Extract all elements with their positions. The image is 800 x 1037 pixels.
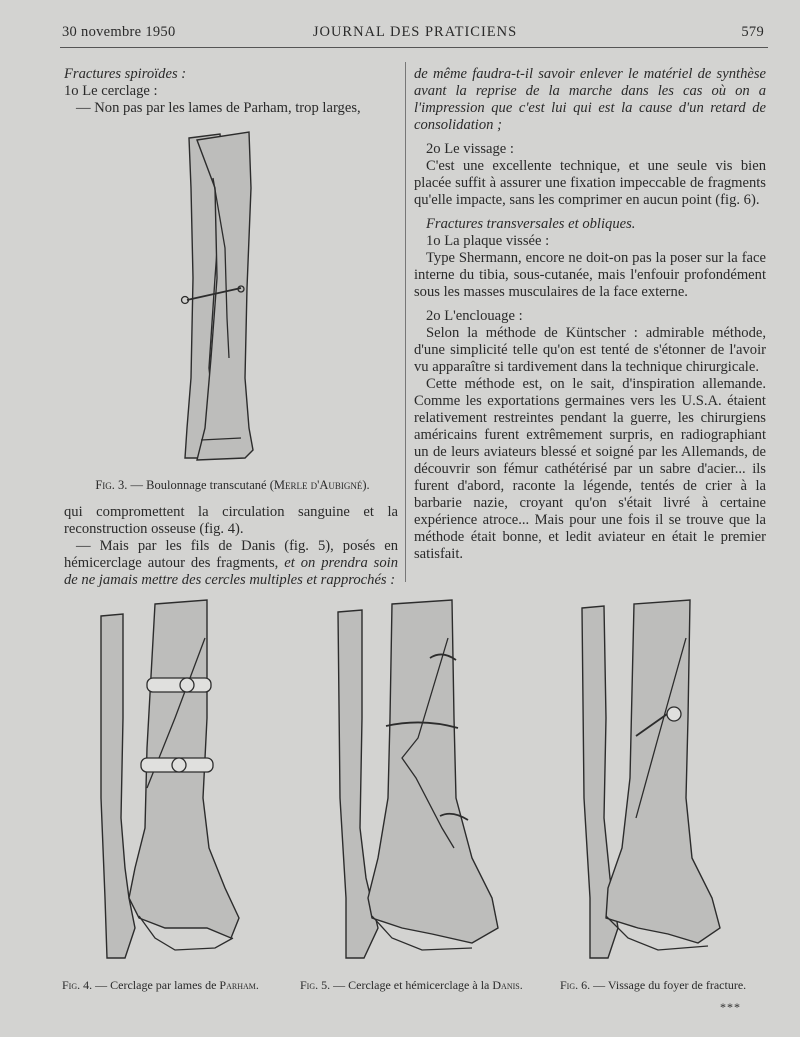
fig6-caption-title: Vissage du foyer de fracture. — [607, 978, 747, 992]
fig3-caption-title: Boulonnage transcutané — [146, 478, 267, 492]
page-header — [62, 24, 768, 46]
header-rule — [60, 47, 768, 48]
circulation-text: qui compromettent la circulation sanguine et la reconstruction osseuse (fig. 4). — [64, 504, 398, 537]
fig4-parham-band-upper — [147, 678, 211, 692]
right-column — [414, 66, 766, 563]
fig4-caption — [62, 978, 259, 993]
fig6-caption — [560, 978, 746, 993]
header-journal-title: JOURNAL DES PRATICIENS — [312, 24, 518, 40]
fig3-caption — [60, 478, 405, 493]
fig6-tibia-bone — [606, 600, 720, 943]
kuntscher-story-text: Cette méthode est, on le sait, d'inspiration allemande. Comme les exportations germaines vers les U.S.A. étaient relativement restreintes pendant la guerre, les chirurgiens américains furent extrêmement surpris, en radiographiant un de leurs aviateurs blessé et soigné par les Allemands, de découvrir son fémur cathétérisé par un sabre d'acier... ils furent d'abord, raconte la légende, tentés de crier à la barbarie nazie, croyant qu'on s'était livré à certaine expérience atroce... Mais pour une fois il se trouve que la méthode était bonne, et ledit aviateur en était le premier satisfait. — [414, 376, 766, 562]
column-divider — [405, 62, 406, 582]
enclouage-text: Selon la méthode de Küntscher : admirable méthode, d'une simplicité telle qu'on est tenté de s'étonner de l'avoir vu apparaître si tardivement dans la technique chirurgicale. — [414, 325, 766, 375]
synthesis-material-text: de même faudra-t-il savoir enlever le matériel de synthèse avant la reprise de la marche dans les cas où on a l'impression que c'est lui qui est la cause d'un retard de consolidation ; — [414, 66, 766, 133]
left-column-top — [64, 66, 398, 117]
figure-6-illustration — [578, 598, 728, 968]
fig4-caption-name: Parham. — [219, 978, 259, 992]
danis-text-roman: — Mais par les fils de Danis (fig. 5), posés en hémicerclage autour des fragments, — [64, 538, 398, 571]
item-enclouage: 2o L'enclouage : — [426, 308, 523, 324]
vissage-text: C'est une excellente technique, et une seule vis bien placée suffit à assurer une fixation impeccable de fragments qu'elle impacte, sans les comprimer en aucun point (fig. 6). — [414, 158, 766, 208]
fig4-caption-title: Cerclage par lames de — [110, 978, 217, 992]
item-cerclage: 1o Le cerclage : — [64, 83, 158, 99]
fig6-caption-prefix: Fig. 6. — — [560, 978, 606, 992]
item-vissage: 2o Le vissage : — [426, 141, 514, 157]
left-column-bottom — [64, 504, 398, 589]
fig5-caption-title: Cerclage et hémicerclage à la — [348, 978, 490, 992]
fig4-fibula-bone — [101, 614, 135, 958]
fig4-band-clasp-lower — [172, 758, 186, 772]
figure-5-illustration — [332, 598, 507, 968]
heading-spiroid: Fractures spiroïdes : — [64, 66, 187, 82]
parham-text: — Non pas par les lames de Parham, trop larges, — [76, 100, 361, 116]
fig4-caption-prefix: Fig. 4. — — [62, 978, 108, 992]
danis-text-italic: et on prendra soin de ne jamais mettre des cercles multiples et rapprochés : — [64, 555, 398, 588]
item-plaque: 1o La plaque vissée : — [426, 233, 550, 249]
header-page-number: 579 — [741, 24, 764, 40]
fig6-screw-head — [667, 707, 681, 721]
plaque-text: Type Shermann, encore ne doit-on pas la poser sur la face interne du tibia, sous-cutanée, mais l'enfouir profondément sous les masses musculaires de la face externe. — [414, 250, 766, 300]
figure-3-illustration — [165, 128, 275, 466]
fig5-caption — [300, 978, 523, 993]
header-date: 30 novembre 1950 — [62, 24, 176, 40]
fig5-caption-prefix: Fig. 5. — — [300, 978, 346, 992]
fig5-caption-name: Danis. — [492, 978, 523, 992]
figure-4-illustration — [95, 598, 245, 968]
fig3-caption-author: (Merle d'Aubigné). — [269, 478, 370, 492]
fig5-tibia-bone — [368, 600, 498, 943]
end-stars: *** — [720, 1000, 741, 1014]
fig4-band-clasp-upper — [180, 678, 194, 692]
heading-transverse: Fractures transversales et obliques. — [426, 216, 636, 232]
danis-text — [64, 538, 398, 589]
fig3-caption-prefix: Fig. 3. — — [95, 478, 144, 492]
